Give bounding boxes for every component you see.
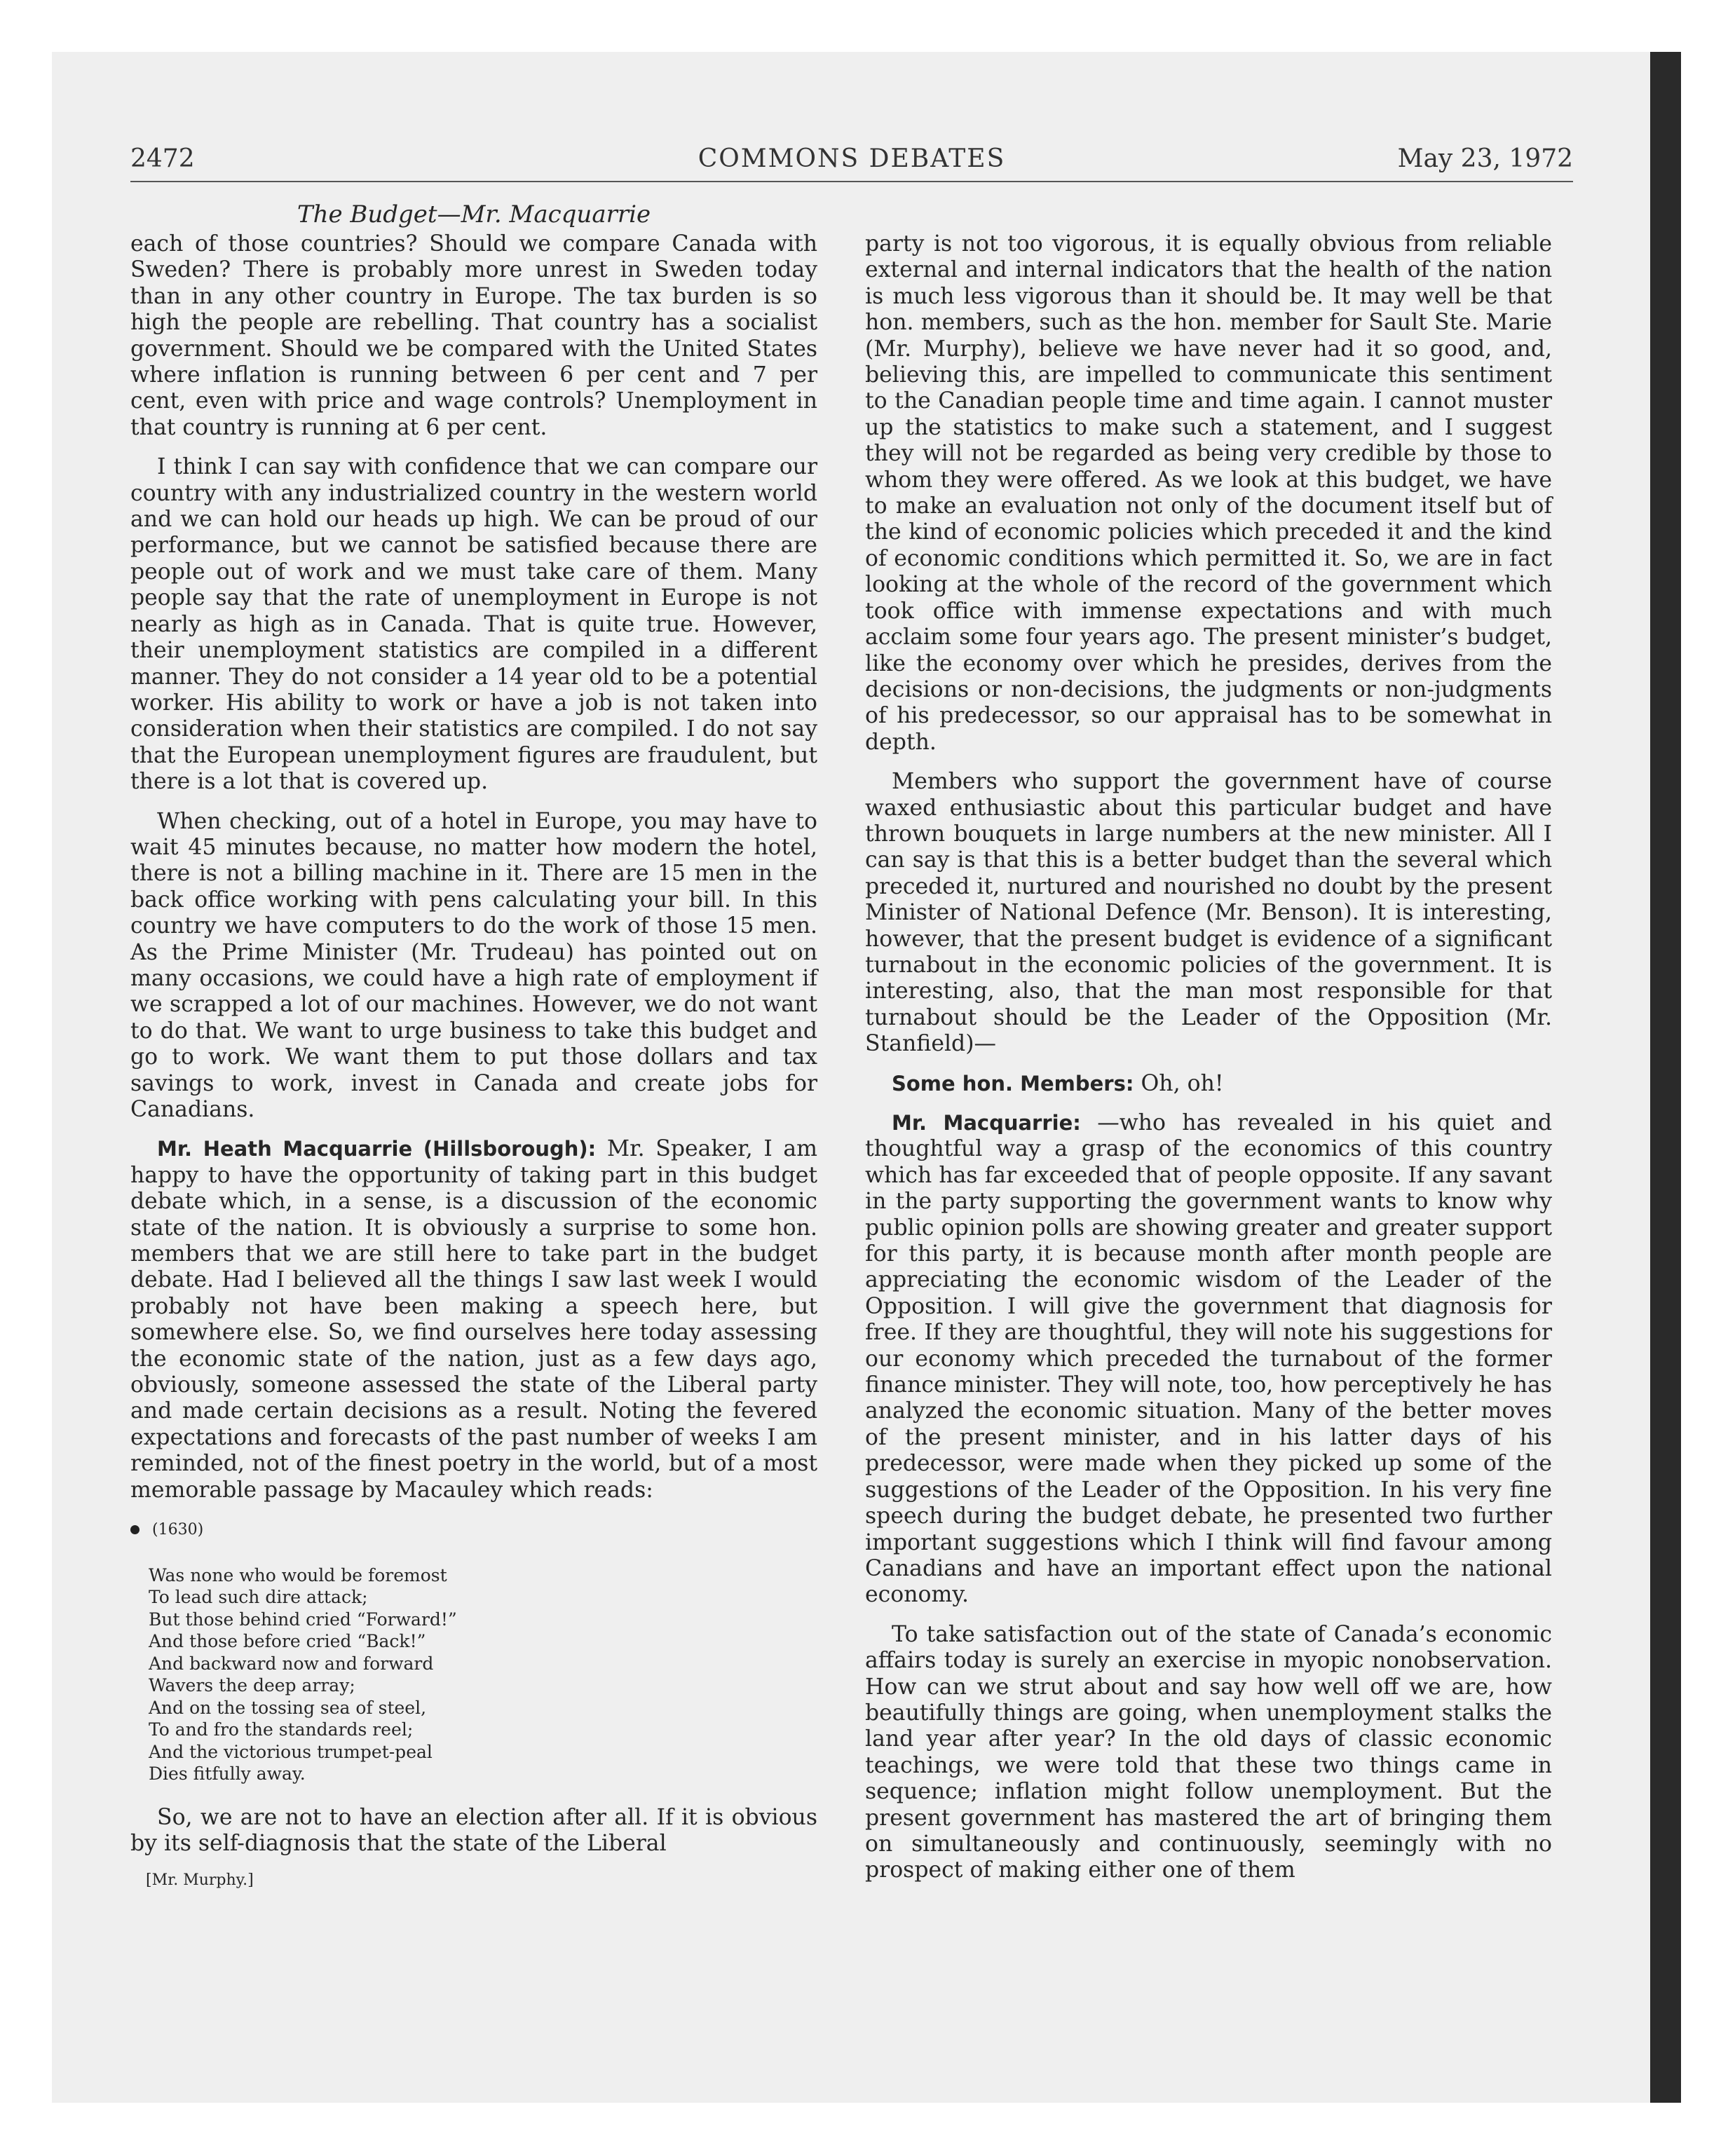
paragraph <box>865 1071 1552 1097</box>
speech-text: Oh, oh! <box>1134 1070 1224 1096</box>
poem-quote <box>149 1564 817 1785</box>
right-column <box>865 231 1552 1897</box>
left-column <box>130 231 817 1891</box>
paragraph <box>130 1136 817 1503</box>
time-marker-text: (1630) <box>152 1521 204 1539</box>
poem-line: But those behind cried “Forward!” <box>149 1609 457 1630</box>
poem-line: To and fro the standards reel; <box>149 1719 414 1740</box>
page-header <box>130 142 1573 182</box>
poem-line: Wavers the deep array; <box>149 1675 355 1696</box>
paragraph: Members who support the government have of course waxed enthusiastic about this particular budget and have thrown bouquets in large numbers at the new minister. All I can say is that this is a better budget than the several which preceded it, nurtured and nourished no doubt by the present Minister of National Defence (Mr. Benson). It is interesting, however, that the present budget is evidence of a significant turnabout in the economic policies of the government. It is interesting, also, that the man most responsible for that turnabout should be the Leader of the Opposition (Mr. Stanfield)— <box>865 769 1552 1057</box>
poem-line: Was none who would be foremost <box>149 1564 447 1585</box>
publication-title: COMMONS DEBATES <box>698 144 1006 173</box>
paragraph: party is not too vigorous, it is equally obvious from reliable external and internal indicators that the health of the nation is much less vigorous than it should be. It may well be that hon. members, such as the hon. member for Sault Ste. Marie (Mr. Murphy), believe we have never had it so good, and, believing this, are impelled to communicate this sentiment to the Canadian people time and time again. I cannot muster up the statistics to make such a statement, and I suggest they will not be regarded as being very credible by those to whom they were offered. As we look at this budget, we have to make an evaluation not only of the document itself but of the kind of economic policies which preceded it and the kind of economic conditions which permitted it. So, we are in fact looking at the whole of the record of the government which took office with immense expectations and with much acclaim some four years ago. The present minister’s budget, like the economy over which he presides, derives from the decisions or non-decisions, the judgments or non-judgments of his predecessor, so our appraisal has to be somewhat in depth. <box>865 231 1552 755</box>
page-number: 2472 <box>130 144 195 173</box>
footnote: [Mr. Murphy.] <box>146 1871 254 1890</box>
speaker-name: Some hon. Members: <box>892 1071 1134 1096</box>
paragraph: each of those countries? Should we compare Canada with Sweden? There is probably more unrest in Sweden today than in any other country in Europe. The tax burden is so high the people are rebelling. That country has a socialist government. Should we be compared with the United States where inflation is running between 6 per cent and 7 per cent, even with price and wage controls? Unemployment in that country is running at 6 per cent. <box>130 231 817 440</box>
bullet-icon <box>130 1525 140 1534</box>
poem-line: And those before cried “Back!” <box>149 1631 426 1651</box>
speech-text: Mr. Speaker, I am happy to have the opportunity of taking part in this budget debate which, in a sense, is a discussion of the economic state of the nation. It is obviously a surprise to some hon. members that we are still here to take part in the budget debate. Had I believed all the things I saw last week I would probably not have been making a speech here, but somewhere else. So, we find ourselves here today assessing the economic state of the nation, just as a few days ago, obviously, someone assessed the state of the Liberal party and made certain decisions as a result. Noting the fevered expectations and forecasts of the past number of weeks I am reminded, not of the finest poetry in the world, but of a most memorable passage by Macauley which reads: <box>130 1136 817 1503</box>
paragraph: To take satisfaction out of the state of Canada’s economic affairs today is surely an exercise in myopic nonobservation. How can we strut about and say how well off we are, how beautifully things are going, when unemployment stalks the land year after year? In the old days of classic economic teachings, we were told that these two things came in sequence; inflation might follow unemployment. But the present government has mastered the art of bringing them on simultaneously and continuously, seemingly with no prospect of making either one of them <box>865 1621 1552 1883</box>
time-marker <box>130 1517 817 1543</box>
paragraph: I think I can say with confidence that we can compare our country with any industrialized country in the western world and we can hold our heads up high. We can be proud of our performance, but we cannot be satisfied because there are people out of work and we must take care of them. Many people say that the rate of unemployment in Europe is not nearly as high as in Canada. That is quite true. However, their unemployment statistics are compiled in a different manner. They do not consider a 14 year old to be a potential worker. His ability to work or have a job is not taken into consideration when their statistics are compiled. I do not say that the European unemployment figures are fraudulent, but there is a lot that is covered up. <box>130 454 817 795</box>
poem-line: And on the tossing sea of steel, <box>149 1697 427 1718</box>
speaker-name: Mr. Heath Macquarrie (Hillsborough): <box>157 1137 597 1161</box>
paragraph: So, we are not to have an election after all. If it is obvious by its self-diagnosis that the state of the Liberal <box>130 1804 817 1856</box>
speech-text: —who has revealed in his quiet and thoughtful way a grasp of the economics of this country which has far exceeded that of people opposite. If any savant in the party supporting the government wants to know why public opinion polls are showing greater and greater support for this party, it is because month after month people are appreciating the economic wisdom of the Leader of the Opposition. I will give the government that diagnosis for free. If they are thoughtful, they will note his suggestions for our economy which preceded the turnabout of the former finance minister. They will note, too, how perceptively he has analyzed the economic situation. Many of the better moves of the present minister, and in his latter days of his predecessor, were made when they picked up some of the suggestions of the Leader of the Opposition. In his very fine speech during the budget debate, he presented two further important suggestions which I think will find favour among Canadians and have an important effect upon the national economy. <box>865 1110 1552 1608</box>
poem-line: And the victorious trumpet-peal <box>149 1741 433 1762</box>
section-subheading: The Budget—Mr. Macquarrie <box>297 200 651 228</box>
poem-line: Dies fitfully away. <box>149 1763 306 1784</box>
speaker-name: Mr. Macquarrie: <box>892 1111 1081 1135</box>
paragraph <box>865 1110 1552 1609</box>
scan-edge <box>1650 52 1681 2103</box>
poem-line: And backward now and forward <box>149 1653 434 1674</box>
paragraph: When checking, out of a hotel in Europe, you may have to wait 45 minutes because, no matter how modern the hotel, there is not a billing machine in it. There are 15 men in the back office working with pens calculating your bill. In this country we have computers to do the work of those 15 men. As the Prime Minister (Mr. Trudeau) has pointed out on many occasions, we could have a high rate of employment if we scrapped a lot of our machines. However, we do not want to do that. We want to urge business to take this budget and go to work. We want them to put those dollars and tax savings to work, invest in Canada and create jobs for Canadians. <box>130 808 817 1122</box>
page-date: May 23, 1972 <box>1397 144 1573 173</box>
poem-line: To lead such dire attack; <box>149 1587 368 1607</box>
